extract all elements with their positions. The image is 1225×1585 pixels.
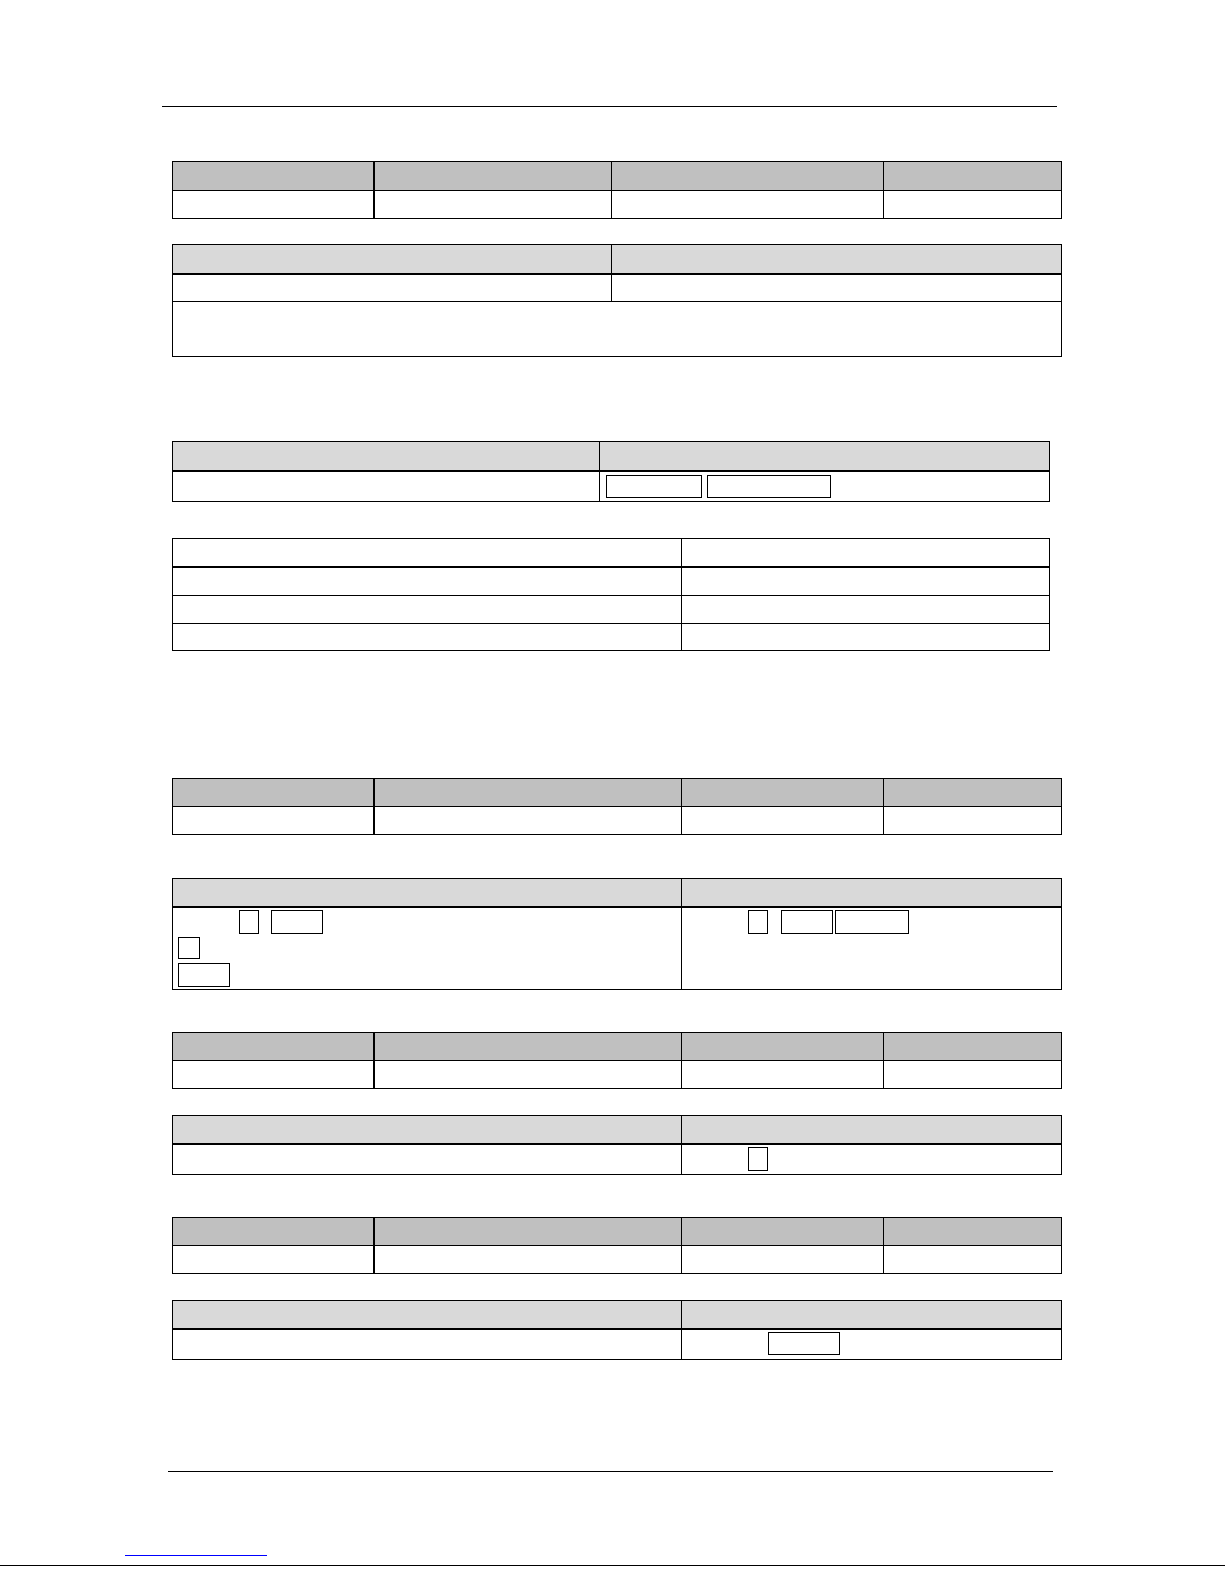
header-rule — [162, 106, 1057, 107]
footer-rule — [168, 1471, 1053, 1472]
info-table-1 — [172, 161, 1062, 219]
checkbox-table-1 — [172, 878, 1062, 990]
checkbox-2[interactable] — [178, 937, 200, 959]
checkbox-table-2 — [172, 1115, 1062, 1175]
action-button[interactable] — [768, 1332, 840, 1355]
input-box-1[interactable] — [271, 910, 323, 934]
detail-table-notes-cell — [173, 302, 1061, 356]
input-box-3[interactable] — [781, 910, 833, 934]
info-table-header-row — [173, 779, 1061, 806]
list-table — [172, 538, 1050, 651]
checkbox-table-header-row — [173, 879, 1061, 906]
options-table-header-row — [173, 442, 1049, 470]
checkbox-1[interactable] — [239, 910, 259, 934]
detail-table-header-row — [173, 245, 1061, 273]
page-bottom-rule — [0, 1565, 1225, 1566]
info-table-header-row — [173, 162, 1061, 190]
button-table-header-row — [173, 1301, 1061, 1328]
input-box-4[interactable] — [835, 910, 909, 934]
info-table-header-row — [173, 1033, 1061, 1060]
button-table — [172, 1300, 1062, 1360]
info-table-2 — [172, 778, 1062, 835]
info-table-3 — [172, 1032, 1062, 1089]
checkbox-4[interactable] — [748, 1147, 768, 1171]
option-field-1[interactable] — [606, 475, 702, 498]
input-box-2[interactable] — [178, 963, 230, 987]
options-table — [172, 441, 1050, 502]
footer-link[interactable] — [125, 1555, 267, 1556]
info-table-4 — [172, 1217, 1062, 1274]
checkbox-table-header-row — [173, 1116, 1061, 1143]
option-field-2[interactable] — [707, 475, 831, 498]
checkbox-3[interactable] — [748, 910, 768, 934]
detail-table-1 — [172, 244, 1062, 357]
info-table-header-row — [173, 1218, 1061, 1245]
